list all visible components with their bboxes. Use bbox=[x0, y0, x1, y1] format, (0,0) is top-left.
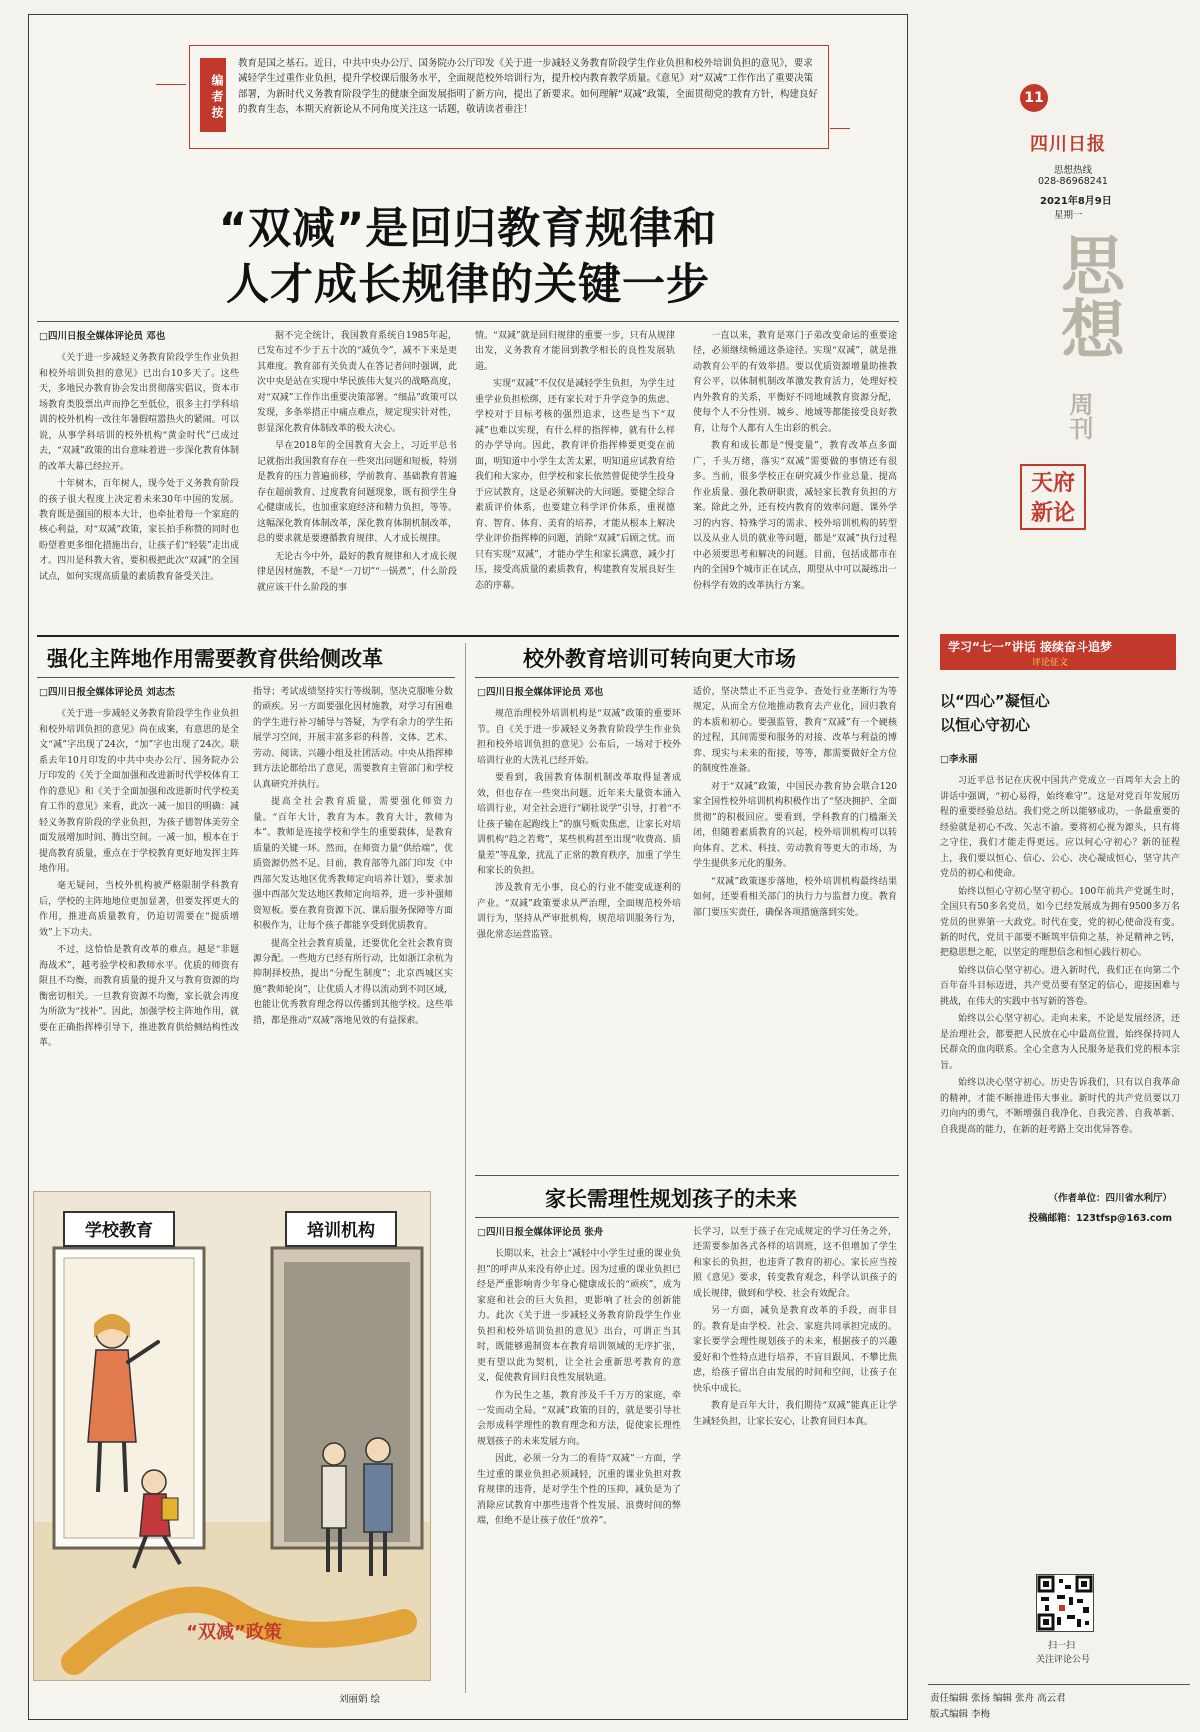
divider bbox=[475, 677, 899, 678]
paragraph: 始终以恒心守初心坚守初心。100年前共产党诞生时，全国只有50多名党员，如今已经发展成为拥有9500多万名党员的世界第一大政党。时代在变，党的初心使命没有变。新的时代，党员干部要不断筑牢信仰之基，补足精神之钙，把稳思想之舵，以坚定的理想信念和恒心践行初心。 bbox=[940, 886, 1180, 959]
qr-code[interactable] bbox=[1036, 1574, 1094, 1632]
main-article-column-1 bbox=[39, 329, 239, 629]
footer-layout-editor: 版式编辑 李梅 bbox=[930, 1709, 991, 1720]
divider bbox=[37, 321, 899, 322]
paragraph: 不过，这恰恰是教育改革的难点。越是“非题海战术”，越考验学校和教师水平。优质的师资有限且不均衡，而教育质量的提升又与教育资源的均衡密切相关。一旦教育资源不均衡，家长就会再度为所欲为“找补”。因此，加强学校主阵地作用，就要在正确指挥棒引导下，推进教育供给侧结构性改革。 bbox=[39, 945, 239, 1049]
footer-editors: 责任编辑 张扬 编辑 张舟 高云君 bbox=[930, 1693, 1066, 1704]
paragraph: “双减”政策逐步落地，校外培训机构最终结果如何，还要看相关部门的执行力与监督力度。教育部门要压实责任，确保各项措施落到实处。 bbox=[693, 876, 897, 918]
hotline-number: 028-86968241 bbox=[1038, 176, 1108, 187]
qr-caption-2: 关注评论公号 bbox=[1036, 1655, 1091, 1665]
decorative-line bbox=[830, 128, 850, 129]
column-logo: 天府新论 bbox=[1020, 464, 1086, 530]
paragraph: 教育和成长都是“慢变量”，教育改革点多面广，千头万绪，落实“双减”需要做的事情还有很多。当前，很多学校正在研究减少作业总量、提高作业质量、强化教研职责，减轻家长教育负担的方案。除此之外，还有校内教育的效率问题、课外学习的内容、特殊学习的需求、校外培训机构的转型以及从业人员的就业等问题，都是“双减”执行过程中必须要思考和解决的问题。目前，包括成都市在内的全国9个城市正在试点，期望从中可以凝练出一份科学有效的改革执行方案。 bbox=[693, 441, 897, 591]
sidebar-banner bbox=[940, 634, 1176, 670]
issue-weekday: 星期一 bbox=[1054, 210, 1083, 221]
hotline-label: 思想热线 bbox=[1054, 165, 1093, 176]
training-sign-label: 培训机构 bbox=[307, 1221, 375, 1241]
paragraph: 涉及教育无小事，良心的行业不能变成逐利的产业。“双减”政策要求从严治理，全面规范校外培训行为，坚持从严审批机构，规范培训服务行为，强化常态运营监管。 bbox=[477, 883, 681, 940]
divider bbox=[475, 1175, 899, 1176]
main-headline-line2: 人才成长规律的关键一步 bbox=[226, 260, 710, 310]
sidebar-banner-text: 学习“七一”讲话 接续奋斗追梦 bbox=[948, 640, 1112, 654]
section-title-training-market: 校外教育培训可转向更大市场 bbox=[523, 647, 796, 671]
paragraph: 对于“双减”政策，中国民办教育协会联合120家全国性校外培训机构积极作出了“坚决拥护、全面贯彻”的积极回应。要看到，学科教育的门槛渐关闭，但随着素质教育的兴起，校外培训机构可以转向体育、艺术、科技、劳动教育等更大的市场，为学生提供多元化的服务。 bbox=[693, 781, 897, 870]
paragraph: 《关于进一步减轻义务教育阶段学生作业负担和校外培训负担的意见》尚在成案，有意思的是全文“减”字出现了24次，“加”字也出现了24次。联系去年10月印发的中共中央办公厅、国务院办公厅印发的《关于全面加强和改进新时代学校体育工作的意见》和《关于全面加强和改进新时代学校美育工作的意见》来看，此次一减一加目的明确：减轻义务教育阶段的学业负担，为孩子德智体美劳全面发展增加时间、腾出空间。一减一加，根本在于提高教育质量，重点在于学校教育更好地发挥主阵地作用。 bbox=[39, 709, 239, 875]
paragraph: 《关于进一步减轻义务教育阶段学生作业负担和校外培训负担的意见》已出台10多天了。这些天，多地民办教育协会发出贯彻落实倡议，资本市场教育类股票出声而挣乞至低位，很多主打学科培训的校外机构一改往年暑假喧嚣热火的紧闹。可以说，从事学科培训的校外机构“黄金时代”已成过去，“双减”政策的出台意味着进一步深化教育体制的改革大幕已经拉开。 bbox=[39, 353, 239, 472]
section-title-supply-side: 强化主阵地作用需要教育供给侧改革 bbox=[47, 647, 383, 671]
sidebar-title-line2: 以恒心守初心 bbox=[940, 716, 1031, 734]
child-backpack bbox=[162, 1498, 178, 1520]
sidebar-title-line1: 以“四心”凝恒心 bbox=[940, 692, 1050, 710]
paragraph: 无论古今中外，最好的教育规律和人才成长规律是因材施教，不是“一刀切”“一锅煮”，什么阶段就应该干什么阶段的事 bbox=[257, 551, 457, 593]
right-column bbox=[928, 14, 1190, 1720]
paragraph: 规范治理校外培训机构是“双减”政策的重要环节。自《关于进一步减轻义务教育阶段学生作业负担和校外培训负担的意见》公布后，一场对于校外培训行业的大洗礼已经开始。 bbox=[477, 709, 681, 766]
section4-column-2 bbox=[693, 1225, 897, 1711]
paragraph: 要看到，我国教育体制机制改革取得显著成效，但也存在一些突出问题。近年来大量资本涌入培训行业，对全社会进行“刷社说学”引导，打着“不让孩子输在起跑线上”的旗号贩卖焦虑，让家长对培训机构“趋之若鹜”，某些机构甚至出现“收费高、质量差”等乱象，扰乱了正常的教育秩序，加重了学生和家长的负担。 bbox=[477, 773, 681, 877]
child-head bbox=[142, 1470, 166, 1494]
paragraph: 始终以公心坚守初心。走向未来，不论是发展经济，还是治理社会，都要把人民放在心中最高位置，始终保持同人民群众的血肉联系。全心全意为人民服务是我们党的根本宗旨。 bbox=[940, 1014, 1180, 1071]
editor-note-label: 编者按 bbox=[200, 58, 226, 132]
section3-column-1 bbox=[477, 685, 681, 1165]
main-article-column-4 bbox=[693, 329, 897, 629]
sidebar-byline: □李永丽 bbox=[940, 754, 978, 765]
editor-note bbox=[189, 45, 829, 149]
section-subname: 周刊 bbox=[1065, 392, 1093, 440]
divider bbox=[928, 1684, 1190, 1685]
paragraph: 提高全社会教育质量，还要优化全社会教育资源分配。一些地方已经有所行动，比如浙江余杭为抑制择校热，提出“分配生制度”；北京西城区实施“教师轮岗”，让优质人才得以流动到不同区域，也能让优秀教育理念得以传播到其他学校。这些举措，都是推动“双减”落地见效的有益探索。 bbox=[253, 938, 453, 1026]
paragraph: 长期以来，社会上“减轻中小学生过重的课业负担”的呼声从来没有停止过。因为过重的课业负担已经是严重影响青少年身心健康成长的“顽疾”，成为家庭和社会的巨大负担，更影响了社会的创新能力。此次《关于进一步减轻义务教育阶段学生作业负担和校外培训负担的意见》出台，可谓正当其时，既能够遏制资本在教育培训领域的无序扩张，更有望以此为契机，让全社会重新思考教育的意义，促使教育回归良性发展轨道。 bbox=[477, 1249, 681, 1384]
decorative-line bbox=[156, 84, 186, 85]
paragraph: 长学习，以至于孩子在完成规定的学习任务之外，还需要参加各式各样的培训班，这不但增加了学生和家长的负担，也违背了教育的初心。家长应当按照《意见》要求，转变教育观念，科学认识孩子的成长规律，做到和学校、社会有效配合。 bbox=[693, 1227, 897, 1299]
divider bbox=[37, 635, 899, 637]
main-article-column-3 bbox=[475, 329, 675, 629]
divider bbox=[475, 1217, 899, 1218]
section4-column-1 bbox=[477, 1225, 681, 1711]
paragraph: 指导；考试成绩坚持实行等级制，坚决克服唯分数的顽疾。另一方面要强化因材施教，对学习有困难的学生进行补习辅导与答疑，为学有余力的学生拓展学习空间，开展丰富多彩的科普、文体、艺术、劳动、阅读、兴趣小组及社团活动。中央从指挥棒到方法论都给出了意见，需要教育主管部门和学校认真研究并执行。 bbox=[253, 687, 453, 790]
paragraph: 习近平总书记在庆祝中国共产党成立一百周年大会上的讲话中强调，“初心易得，始终难守”。这是对党百年发展历程的重要经验总结。我们党之所以能够成功，一条最重要的经验就是初心不改、矢志不渝。要将初心视为源头，只有将之守住，我们才能走得更远。应以何心守初心？新的征程上，我们要以恒心、信心、公心、决心凝成恒心，坚守共产党员的初心和使命。 bbox=[940, 776, 1180, 880]
main-headline-line1: “双减”是回归教育规律和 bbox=[218, 204, 718, 254]
parent-body bbox=[322, 1466, 346, 1528]
sidebar-submit-email[interactable]: 投稿邮箱：123tfsp@163.com bbox=[1028, 1213, 1172, 1224]
main-article-byline: □四川日报全媒体评论员 邓也 bbox=[39, 331, 166, 342]
column-divider bbox=[465, 643, 466, 1693]
parent-head bbox=[323, 1443, 345, 1465]
qr-code-icon bbox=[1037, 1575, 1093, 1631]
editor-note-text: 教育是国之基石。近日，中共中央办公厅、国务院办公厅印发《关于进一步减轻义务教育阶段学生作业负担和校外培训负担的意见》，要求减轻学生过重作业负担，提升学校课后服务水平，全面规范校外培训行为，提升校内教育教学质量。《意见》对“双减”工作作出了重要决策部署，为新时代义务教育阶段学生的健康全面发展指明了新方向，提出了新要求。如何理解“双减”政策，全面贯彻党的教育方针，构建良好的教育生态，本期天府新论从不同角度关注这一话题，敬请读者垂注！ bbox=[238, 58, 818, 116]
section4-byline: □四川日报全媒体评论员 张舟 bbox=[477, 1227, 604, 1238]
sidebar-banner-sub: 评论征文 bbox=[1032, 658, 1069, 668]
page-number-badge: 11 bbox=[1020, 84, 1048, 112]
main-panel bbox=[28, 14, 908, 1720]
paragraph: 十年树木，百年树人，现今处于义务教育阶段的孩子很大程度上决定着未来30年中国的发展。教育既是强国的根本大计，也牵扯着每一个家庭的核心利益，对“双减”政策，家长拍手称赞的同时也盼望着更多细化措施出台，让孩子们“轻装”走出成才。四川是科教大省，要积极把此次“双减”的全国试点，如何实现高质量的素质教育备受关注。 bbox=[39, 479, 239, 582]
paragraph: 情。“双减”就是回归规律的重要一步，只有从规律出发，义务教育才能回到教学相长的良性发展轨道。 bbox=[475, 331, 675, 372]
section-name: 思想 bbox=[1050, 232, 1124, 360]
paragraph: 实现“双减”不仅仅是减轻学生负担，为学生过重学业负担松绑，还有家长对于升学竞争的焦虑、学校对于目标考核的强烈追求，这些是当下“双减”也难以实现，有什么样的指挥棒，就有什么样的办学导向。因此，教育评价指挥棒要更变在前面，明知道中小学生太苦太累，明知道应试教育给我们和大家办，但学校和家长依然曾促使学生投身于应试教育，这是必须解决的大问题。要健全综合素质评价体系，也要建立科学评价体系，重视德育、智育、体育、美育的培养，才能从根本上解决学业评价指挥棒的问题，消除“双减”后顾之忧。而只有实现“双减”，才能办学生和家长满意，减少打压，接受高质量的素质教育，构建教育发展良好生态的序幕。 bbox=[475, 379, 675, 591]
paragraph: 教育是百年大计，我们期待“双减”能真正让学生减轻负担，让家长安心，让教育回归本真。 bbox=[693, 1401, 897, 1427]
issue-date: 2021年8月9日 bbox=[1040, 196, 1112, 207]
paragraph: 提高全社会教育质量，需要强化师资力量。“百年大计，教育为本。教育大计，教师为本”。教师是连接学校和学生的重要载体，是教育质量的关键一环。然而，在师资力量“供给端”，优质资源仍然不足。目前，教育部等九部门印发《中西部欠发达地区优秀教师定向培养计划》，要求加强中西部欠发达地区教师定向培养，进一步补强师资短板。要在教育资源下沉、课后服务保障等方面积极作为，让每个孩子都能享受到优质教育。 bbox=[253, 797, 453, 932]
paragraph: 一直以来，教育是寒门子弟改变命运的重要途径，必须继续畅通这条途径。实现“双减”，就是推动教育公平的有效举措。要以优质资源增量助推教育公平，以体制机制改革激发教育活力，处理好校内外教育的关系，平衡好不同地域教育资源分配，使每个人不分性别、城乡、地域等都能接受良好教育，让每个人都有人生出彩的机会。 bbox=[693, 331, 897, 434]
section3-column-2 bbox=[693, 685, 897, 1165]
sidebar-author-unit: （作者单位：四川省水利厅） bbox=[1048, 1193, 1172, 1204]
illustration bbox=[33, 1191, 431, 1681]
paragraph: 毫无疑问，当校外机构被严格限制学科教育后，学校的主阵地地位更加显著，但要发挥更大的作用，推进高质量教育，仍迫切需要在“提质增效”上下功夫。 bbox=[39, 881, 239, 938]
paragraph: 始终以决心坚守初心。历史告诉我们，只有以自我革命的精神，才能不断推进伟大事业。新时代的共产党员要以刀刃向内的勇气，不断增强自我净化、自我完善、自我革新、自我提高的能力，在新的赶考路上交出优异答卷。 bbox=[940, 1078, 1180, 1135]
paragraph: 始终以信心坚守初心。进入新时代，我们正在向第二个百年奋斗目标迈进，共产党员要有坚定的信心，迎接困难与挑战，在伟大的实践中书写新的答卷。 bbox=[940, 965, 1180, 1007]
section2-byline: □四川日报全媒体评论员 刘志杰 bbox=[39, 687, 175, 698]
paragraph: 适价，坚决禁止不正当竞争、查处行业垄断行为等规定，从而全方位地推动教育去产业化，回归教育的本质和初心。要强监管，教育“双减”有一个硬核的过程，其间需要和服务的对接、改革与利益的博弈、现实与未来的衔接，等等，都需要做好全方位的制度性准备。 bbox=[693, 687, 897, 775]
section2-column-2 bbox=[253, 685, 453, 1185]
main-article-column-2 bbox=[257, 329, 457, 629]
paragraph: 早在2018年的全国教育大会上，习近平总书记就指出我国教育存在一些突出问题和短板，特别是教育的压力普遍前移，学前教育、基础教育普遍存在超前教育、过度教育问题现象，既有损学生身心健康成长，也加重家庭经济和精力负担，等等。这幅深化教育体制改革，深化教育体制机制改革，总的要求就是要遵循教育规律、人才成长规律。 bbox=[257, 441, 457, 545]
paragraph: 因此，必须一分为二的看待“双减”一方面，学生过重的课业负担必须减轻，沉重的课业负担对教育规律的违背，是对学生个性的压抑，减负是为了消除应试教育中那些违背个性发展、浪费时间的弊端，但绝不是让孩子放任“放养”。 bbox=[477, 1454, 681, 1527]
paragraph: 另一方面，减负是教育改革的手段，而非目的。教育是由学校、社会、家庭共同承担完成的。家长要学会理性规划孩子的未来，根据孩子的兴趣爱好和个性特点进行培养，不盲目跟风、不攀比焦虑，给孩子留出自由发展的时间和空间，让孩子在快乐中成长。 bbox=[693, 1306, 897, 1394]
policy-label: “双减”政策 bbox=[186, 1622, 282, 1643]
parent-head bbox=[366, 1438, 390, 1462]
paper-name: 四川日报 bbox=[1030, 134, 1106, 155]
divider bbox=[37, 677, 455, 678]
teacher-leg bbox=[124, 1442, 126, 1492]
illustration-credit: 刘丽娟 绘 bbox=[339, 1694, 381, 1705]
school-sign-label: 学校教育 bbox=[85, 1221, 153, 1241]
paragraph: 作为民生之基，教育涉及千千万万的家庭，牵一发而动全局。“双减”政策的目的，就是要引导社会形成科学理性的教育理念和方法，促使家长理性规划孩子的未来发展方向。 bbox=[477, 1390, 681, 1447]
section3-byline: □四川日报全媒体评论员 邓也 bbox=[477, 687, 604, 698]
section-title-parents: 家长需理性规划孩子的未来 bbox=[545, 1187, 797, 1211]
illustration-drawing bbox=[34, 1192, 431, 1681]
section2-column-1 bbox=[39, 685, 239, 1185]
teacher-leg bbox=[98, 1442, 100, 1492]
qr-caption-1: 扫一扫 bbox=[1048, 1641, 1076, 1651]
sidebar-article bbox=[940, 752, 1180, 1180]
parent-body bbox=[364, 1464, 392, 1532]
paragraph: 据不完全统计，我国教育系统自1985年起，已发布过不少于五十次的“减负令”，减不下来是更其难度。教育部有关负责人在答记者问时强调，此次中央是站在实现中华民族伟大复兴的战略高度，对“双减”工作作出重要决策部署。“细品”政策可以发现，多条举措正中痛点难点，规定现实针对性，彰显深化教育体制改革的极大决心。 bbox=[257, 331, 457, 434]
